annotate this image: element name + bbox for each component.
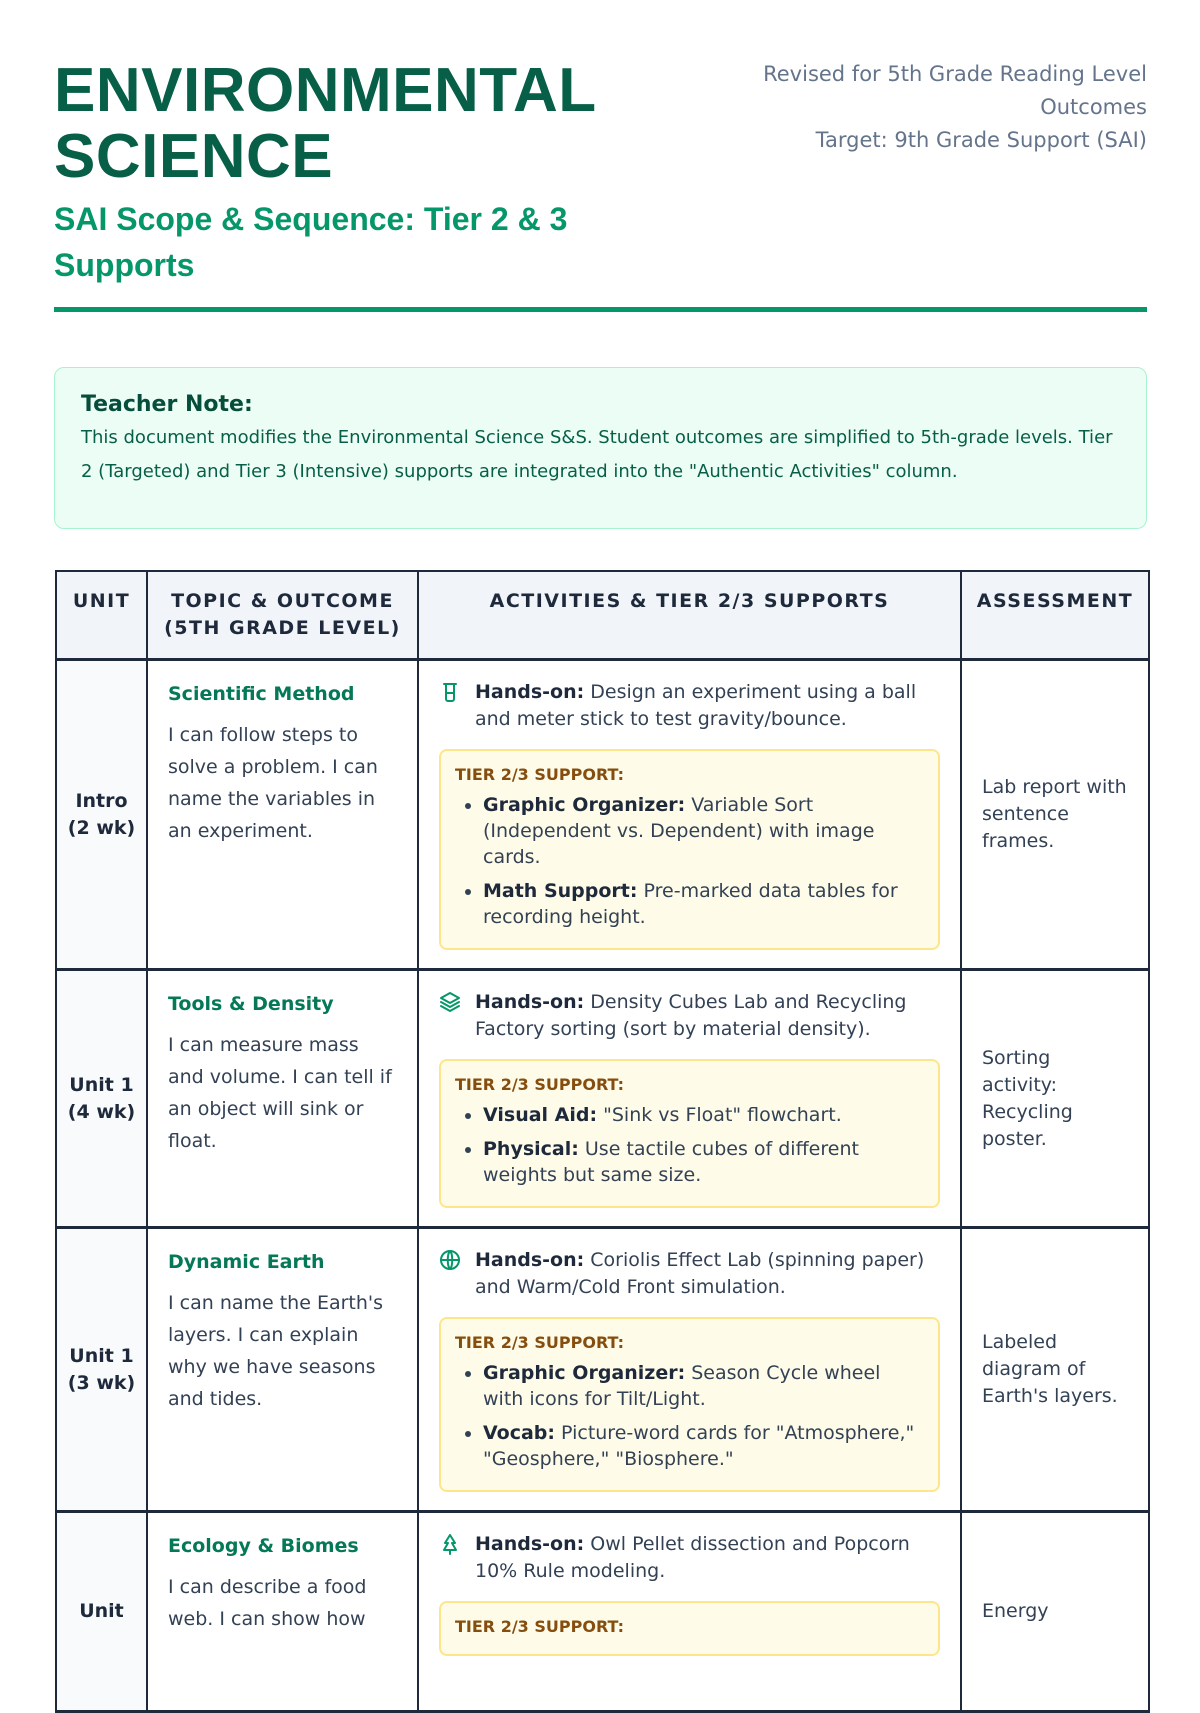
support-text: Use tactile cubes of different weights but same size. [483, 1138, 859, 1186]
teacher-note [54, 367, 1147, 529]
document-header [54, 58, 1147, 288]
hands-on-label: Hands-on: [475, 681, 585, 703]
hands-on-label: Hands-on: [475, 1533, 585, 1555]
tier-support-label: TIER 2/3 SUPPORT: [455, 765, 624, 784]
hands-on-text [475, 1531, 940, 1585]
support-item [483, 1360, 924, 1412]
support-item [483, 1102, 924, 1128]
support-list [455, 1360, 924, 1472]
support-label: Vocab: [483, 1422, 556, 1444]
topic-outcome: I can measure mass and volume. I can tell if an object will sink or float. [168, 1034, 392, 1152]
topic-outcome: I can name the Earth's layers. I can explain why we have seasons and tides. [168, 1292, 384, 1410]
layers-icon [439, 991, 461, 1013]
assessment-cell: Sorting activity: Recycling poster. [961, 970, 1149, 1228]
page-subtitle: SAI Scope & Sequence: Tier 2 & 3 Supports [54, 201, 568, 283]
activities-cell [418, 970, 961, 1228]
tier-support-box [439, 749, 940, 950]
support-item [483, 1136, 924, 1188]
activities-cell [418, 1512, 961, 1712]
tier-support-label: TIER 2/3 SUPPORT: [455, 1333, 624, 1352]
table-row [56, 660, 1149, 970]
hands-on-activity [439, 679, 940, 733]
tier-support-box [439, 1317, 940, 1492]
support-text: Season Cycle wheel with icons for Tilt/Light. [483, 1362, 881, 1410]
hands-on-activity [439, 1531, 940, 1585]
support-item [483, 792, 924, 870]
meta-line: Outcomes [1040, 95, 1147, 119]
activities-cell [418, 1228, 961, 1512]
scope-sequence-table [55, 570, 1150, 1713]
assessment-cell: Lab report with sentence frames. [961, 660, 1149, 970]
topic-title: Dynamic Earth [168, 1251, 325, 1273]
support-text: "Sink vs Float" flowchart. [597, 1104, 842, 1126]
unit-cell: Unit [56, 1512, 147, 1712]
hands-on-label: Hands-on: [475, 991, 585, 1013]
topic-cell [147, 1228, 418, 1512]
hands-on-text [475, 1247, 940, 1301]
meta-line: Revised for 5th Grade Reading Level [763, 62, 1147, 86]
table-row [56, 1512, 1149, 1712]
topic-outcome: I can describe a food web. I can show how [168, 1576, 367, 1630]
tier-support-box [439, 1601, 940, 1656]
support-label: Physical: [483, 1138, 579, 1160]
unit-cell: Unit 1 (4 wk) [56, 970, 147, 1228]
header-topic: TOPIC & OUTCOME (5TH GRADE LEVEL) [147, 571, 418, 660]
hands-on-text [475, 989, 940, 1043]
unit-cell: Unit 1 (3 wk) [56, 1228, 147, 1512]
hands-on-activity [439, 989, 940, 1043]
globe-icon [439, 1249, 461, 1271]
tree-icon [439, 1533, 461, 1555]
header-activities: ACTIVITIES & TIER 2/3 SUPPORTS [418, 571, 961, 660]
support-item [483, 1420, 924, 1472]
topic-cell [147, 660, 418, 970]
support-list [455, 792, 924, 930]
hands-on-label: Hands-on: [475, 1249, 585, 1271]
topic-outcome: I can follow steps to solve a problem. I can name the variables in an experiment. [168, 724, 378, 842]
table-row [56, 970, 1149, 1228]
assessment-cell: Labeled diagram of Earth's layers. [961, 1228, 1149, 1512]
topic-title: Ecology & Biomes [168, 1535, 359, 1557]
hands-on-activity [439, 1247, 940, 1301]
table-row [56, 1228, 1149, 1512]
beaker-icon [439, 681, 461, 703]
revision-meta [763, 58, 1147, 157]
support-label: Math Support: [483, 880, 638, 902]
topic-cell [147, 1512, 418, 1712]
hands-on-description: Density Cubes Lab and Recycling Factory sorting (sort by material density). [475, 991, 907, 1040]
unit-cell: Intro (2 wk) [56, 660, 147, 970]
header-divider [54, 307, 1147, 312]
tier-support-box [439, 1059, 940, 1208]
hands-on-description: Owl Pellet dissection and Popcorn 10% Rule modeling. [475, 1533, 910, 1582]
tier-support-label: TIER 2/3 SUPPORT: [455, 1075, 624, 1094]
assessment-cell: Energy [961, 1512, 1149, 1712]
topic-title: Tools & Density [168, 993, 334, 1015]
support-text: Picture-word cards for "Atmosphere," "Geosphere," "Biosphere." [483, 1422, 915, 1470]
tier-support-label: TIER 2/3 SUPPORT: [455, 1617, 624, 1636]
meta-line: Target: 9th Grade Support (SAI) [815, 128, 1147, 152]
note-title: Teacher Note: [81, 392, 253, 417]
header-unit: UNIT [56, 571, 147, 660]
topic-cell [147, 970, 418, 1228]
support-label: Graphic Organizer: [483, 1362, 686, 1384]
support-text: Variable Sort (Independent vs. Dependent) with image cards. [483, 794, 875, 868]
note-text: This document modifies the Environmental Science S&S. Student outcomes are simplified to 5th-grade levels. Tier 2 (Targeted) and Tier 3 (Intensive) supports are integrated into the "Authentic Activities" column. [81, 427, 1113, 482]
hands-on-description: Coriolis Effect Lab (spinning paper) and Warm/Cold Front simulation. [475, 1249, 925, 1298]
support-list [455, 1102, 924, 1188]
support-item [483, 878, 924, 930]
page-title: ENVIRONMENTAL SCIENCE [54, 56, 596, 191]
support-label: Visual Aid: [483, 1104, 598, 1126]
hands-on-description: Design an experiment using a ball and meter stick to test gravity/bounce. [475, 681, 917, 730]
support-text: Pre-marked data tables for recording height. [483, 880, 898, 928]
activities-cell [418, 660, 961, 970]
topic-title: Scientific Method [168, 683, 355, 705]
table-header-row [56, 571, 1149, 660]
hands-on-text [475, 679, 940, 733]
header-assessment: ASSESSMENT [961, 571, 1149, 660]
support-label: Graphic Organizer: [483, 794, 686, 816]
